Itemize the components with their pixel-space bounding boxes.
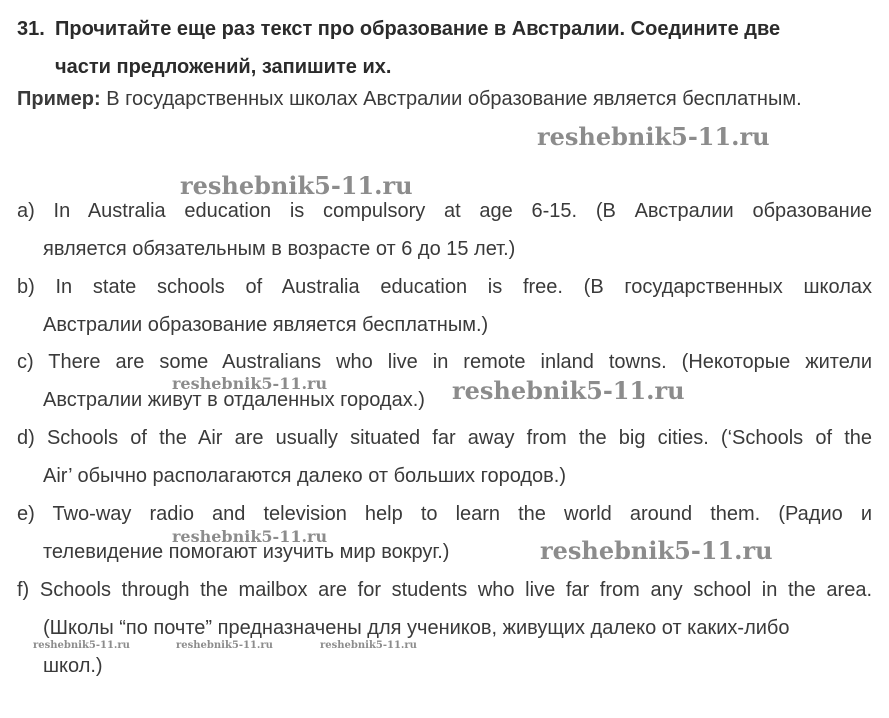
task-heading <box>17 10 877 86</box>
watermark: reshebnik5-11.ru <box>33 640 130 651</box>
watermark: reshebnik5-11.ru <box>537 122 770 151</box>
example-text: В государственных школах Австралии образование является бесплатным. <box>106 88 802 110</box>
answer-c-line1: c) There are some Australians who live in remote inland towns. (Некоторые жители <box>17 351 872 373</box>
answer-f-line3: школ.) <box>43 655 103 677</box>
answer-d-line2: Air’ обычно располагаются далеко от больших городов.) <box>43 465 567 487</box>
answer-e-line1: e) Two-way radio and television help to learn the world around them. (Радио и <box>17 503 872 525</box>
watermark: reshebnik5-11.ru <box>172 374 328 393</box>
watermark: reshebnik5-11.ru <box>540 536 773 565</box>
watermark: reshebnik5-11.ru <box>176 640 273 651</box>
watermark: reshebnik5-11.ru <box>180 171 413 200</box>
example-label: Пример: <box>17 88 101 110</box>
watermark: reshebnik5-11.ru <box>452 376 685 405</box>
task-title-line2: части предложений, запишите их. <box>55 56 392 78</box>
answer-item-b <box>17 268 872 344</box>
answer-a-line1: a) In Australia education is compulsory at age 6-15. (В Австралии образование <box>17 200 872 222</box>
answer-c-line2: Австралии живут в отдаленных городах.) <box>43 389 425 411</box>
answer-item-a <box>17 192 872 268</box>
answer-f-line1: f) Schools through the mailbox are for students who live far from any school in the area. <box>17 579 872 601</box>
task-number: 31. <box>17 18 45 40</box>
example-paragraph <box>17 80 872 118</box>
task-title-line1: Прочитайте еще раз текст про образование в Австралии. Соедините две <box>55 18 781 40</box>
answer-d-line1: d) Schools of the Air are usually situated far away from the big cities. (‘Schools of the <box>17 427 872 449</box>
answer-item-d <box>17 419 872 495</box>
answer-f-line2: (Школы “по почте” предназначены для учеников, живущих далеко от каких-либо <box>43 617 790 639</box>
answer-b-line1: b) In state schools of Australia education is free. (В государственных школах <box>17 276 872 298</box>
watermark: reshebnik5-11.ru <box>320 640 417 651</box>
answer-item-f <box>17 571 872 685</box>
answer-b-line2: Австралии образование является бесплатным.) <box>43 314 489 336</box>
answer-e-line2: телевидение помогают изучить мир вокруг.) <box>43 541 450 563</box>
watermark: reshebnik5-11.ru <box>172 527 328 546</box>
answer-a-line2: является обязательным в возрасте от 6 до 15 лет.) <box>43 238 516 260</box>
answer-item-c <box>17 343 872 419</box>
